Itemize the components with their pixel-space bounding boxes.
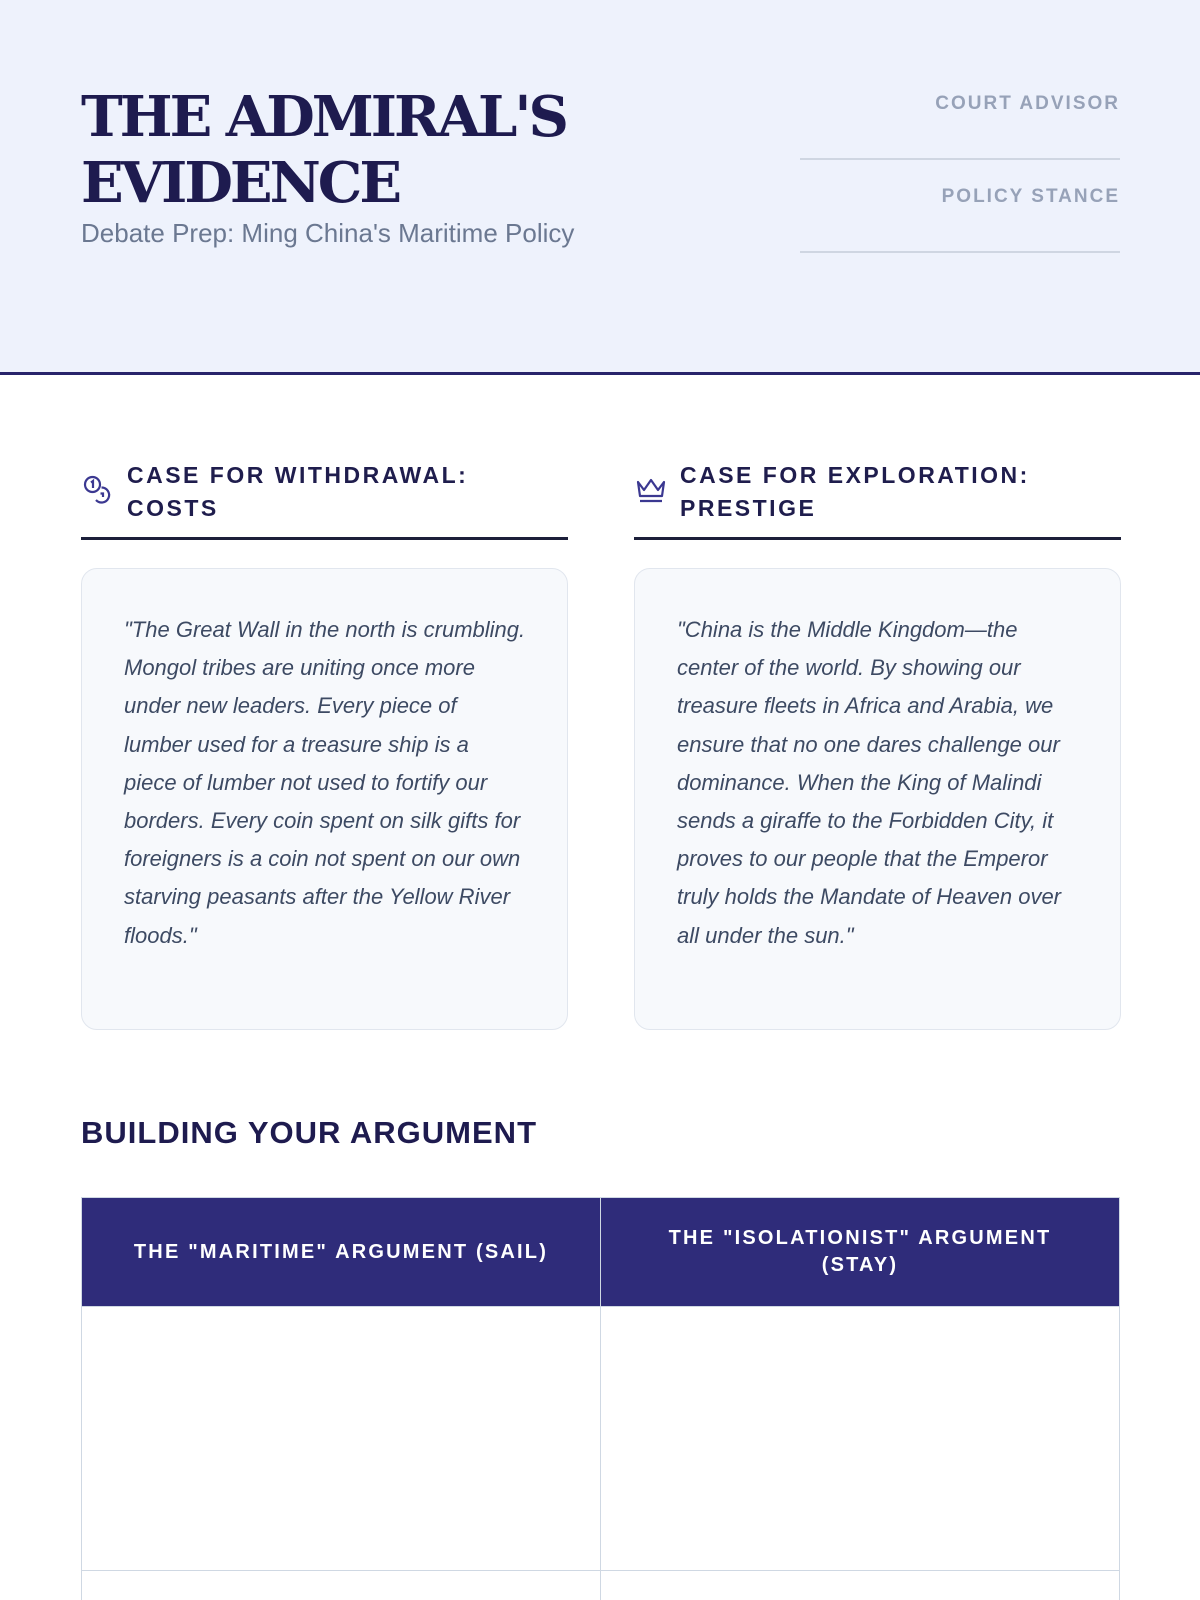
exploration-case-column	[634, 455, 1121, 1030]
court-advisor-field[interactable]	[800, 90, 1120, 183]
table-row	[82, 1571, 1120, 1600]
table-row	[82, 1307, 1120, 1571]
page-title: THE ADMIRAL'S EVIDENCE	[81, 84, 566, 216]
court-advisor-line[interactable]	[800, 158, 1120, 160]
withdrawal-case-heading	[81, 455, 568, 540]
maritime-answer-cell[interactable]	[82, 1571, 601, 1600]
withdrawal-case-column	[81, 455, 568, 1030]
policy-stance-label: POLICY STANCE	[941, 186, 1120, 207]
argument-table-header-row	[82, 1198, 1120, 1307]
court-advisor-label: COURT ADVISOR	[935, 93, 1120, 114]
exploration-case-heading	[634, 455, 1121, 540]
argument-table	[81, 1197, 1120, 1600]
policy-stance-field[interactable]	[800, 183, 1120, 276]
exploration-quote-card	[634, 568, 1121, 1030]
coins-icon	[81, 472, 115, 506]
maritime-column-header: THE "MARITIME" ARGUMENT (SAIL)	[82, 1198, 601, 1307]
isolationist-answer-cell[interactable]	[601, 1307, 1120, 1571]
policy-stance-line[interactable]	[800, 251, 1120, 253]
isolationist-column-header: THE "ISOLATIONIST" ARGUMENT (STAY)	[601, 1198, 1120, 1307]
withdrawal-quote: "The Great Wall in the north is crumbling. Mongol tribes are uniting once more under new leaders. Every piece of lumber used for a treasure ship is a piece of lumber not used to fortify our borders. Every coin spent on silk gifts for foreigners is a coin not spent on our own starving peasants after the Yellow River floods."	[124, 617, 526, 948]
isolationist-answer-cell[interactable]	[601, 1571, 1120, 1600]
student-info-fields	[800, 90, 1120, 276]
maritime-answer-cell[interactable]	[82, 1307, 601, 1571]
worksheet-header	[0, 0, 1200, 375]
exploration-case-title: CASE FOR EXPLORATION: PRESTIGE	[680, 462, 1030, 521]
withdrawal-case-title: CASE FOR WITHDRAWAL: COSTS	[127, 462, 469, 521]
argument-section-title: BUILDING YOUR ARGUMENT	[81, 1115, 537, 1150]
exploration-quote: "China is the Middle Kingdom—the center of the world. By showing our treasure fleets in Africa and Arabia, we ensure that no one dares challenge our dominance. When the King of Malindi sends a giraffe to the Forbidden City, it proves to our people that the Emperor truly holds the Mandate of Heaven over all under the sun."	[677, 617, 1062, 948]
crown-icon	[634, 472, 668, 506]
withdrawal-quote-card	[81, 568, 568, 1030]
page-subtitle: Debate Prep: Ming China's Maritime Policy	[81, 218, 575, 248]
